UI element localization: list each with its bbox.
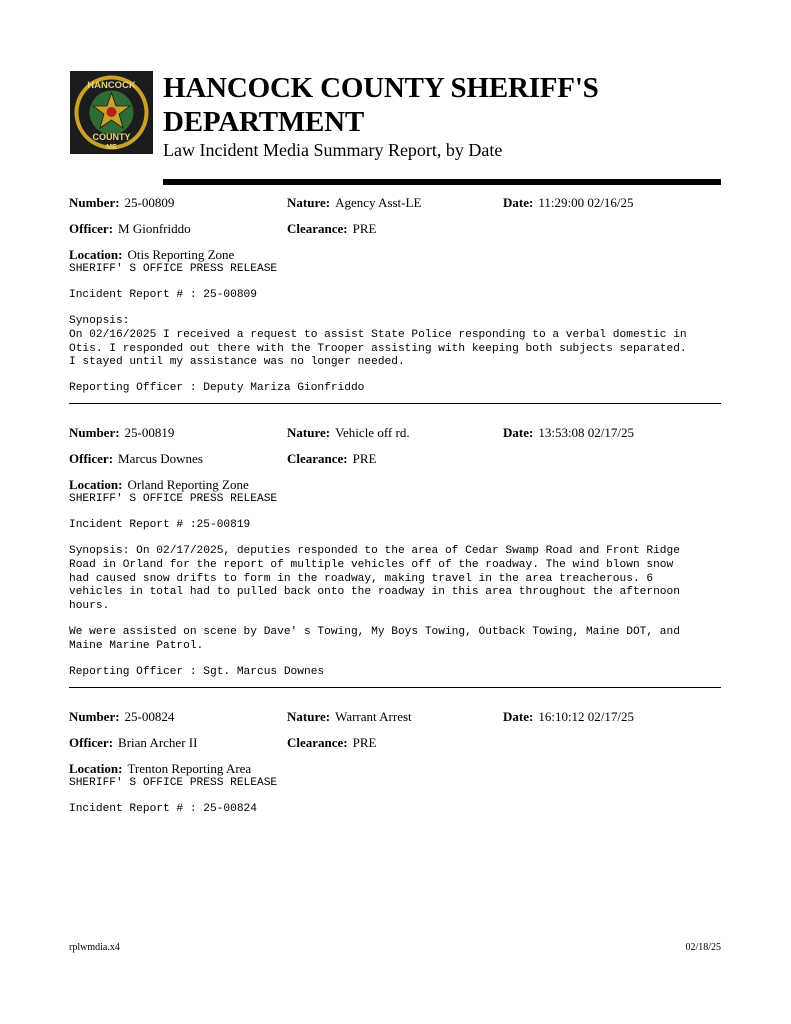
clearance-value: PRE xyxy=(352,451,377,466)
officer-value: Marcus Downes xyxy=(118,451,203,466)
date-value: 13:53:08 02/17/25 xyxy=(538,425,635,440)
officer-field xyxy=(69,451,203,467)
logo-text-state: ME xyxy=(106,144,117,151)
clearance-label: Clearance: xyxy=(287,735,348,750)
incident-report-number: Incident Report # :25-00819 xyxy=(69,519,251,531)
date-label: Date: xyxy=(503,709,534,724)
number-field xyxy=(69,709,174,725)
synopsis-text: Synopsis: On 02/16/2025 I received a request to assist State Police responding to a verbal domestic in Otis. I responded out there with the Trooper assisting with keeping both subjects separated. I stayed until my assistance was no longer needed. xyxy=(69,315,687,369)
record-separator xyxy=(69,687,721,688)
officer-field xyxy=(69,221,191,237)
location-field xyxy=(69,761,251,777)
sheriff-badge-logo xyxy=(70,71,153,154)
clearance-field xyxy=(287,735,376,751)
synopsis-text: Synopsis: On 02/17/2025, deputies responded to the area of Cedar Swamp Road and Front Ridge Road in Orland for the report of multiple vehicles off of the roadway. The wind blown snow had caused snow drifts to form in the roadway, making travel in the area treacherous. 6 vehicles in total had to pulled back onto the roadway in this area throughout the afternoon hours. xyxy=(69,545,680,613)
number-label: Number: xyxy=(69,425,120,440)
page-subtitle: Law Incident Media Summary Report, by Date xyxy=(163,140,503,160)
logo-text-top: HANCOCK xyxy=(87,80,136,91)
number-label: Number: xyxy=(69,195,120,210)
record-separator xyxy=(69,403,721,404)
footer-date: 02/18/25 xyxy=(685,942,721,953)
date-value: 16:10:12 02/17/25 xyxy=(538,709,635,724)
date-field xyxy=(503,709,634,725)
nature-label: Nature: xyxy=(287,195,331,210)
nature-value: Warrant Arrest xyxy=(335,709,412,724)
location-label: Location: xyxy=(69,477,123,492)
location-label: Location: xyxy=(69,761,123,776)
location-value: Orland Reporting Zone xyxy=(127,477,249,492)
date-label: Date: xyxy=(503,195,534,210)
press-release-heading: SHERIFF' S OFFICE PRESS RELEASE xyxy=(69,493,278,505)
location-field xyxy=(69,477,249,493)
nature-field xyxy=(287,709,412,725)
date-field xyxy=(503,425,634,441)
number-value: 25-00809 xyxy=(124,195,175,210)
clearance-field xyxy=(287,221,376,237)
page-title: HANCOCK COUNTY SHERIFF'S DEPARTMENT xyxy=(163,72,599,138)
officer-field xyxy=(69,735,197,751)
officer-value: Brian Archer II xyxy=(118,735,198,750)
incident-report-number: Incident Report # : 25-00824 xyxy=(69,803,257,815)
nature-field xyxy=(287,425,410,441)
location-field xyxy=(69,247,234,263)
number-value: 25-00819 xyxy=(124,425,175,440)
press-release-heading: SHERIFF' S OFFICE PRESS RELEASE xyxy=(69,263,278,275)
nature-label: Nature: xyxy=(287,425,331,440)
clearance-field xyxy=(287,451,376,467)
location-value: Otis Reporting Zone xyxy=(127,247,235,262)
officer-value: M Gionfriddo xyxy=(118,221,191,236)
reporting-officer: Reporting Officer : Deputy Mariza Gionfriddo xyxy=(69,382,365,394)
nature-value: Agency Asst-LE xyxy=(335,195,422,210)
number-label: Number: xyxy=(69,709,120,724)
nature-value: Vehicle off rd. xyxy=(335,425,410,440)
date-field xyxy=(503,195,634,211)
officer-label: Officer: xyxy=(69,221,114,236)
clearance-value: PRE xyxy=(352,735,377,750)
reporting-officer: Reporting Officer : Sgt. Marcus Downes xyxy=(69,666,325,678)
officer-label: Officer: xyxy=(69,451,114,466)
clearance-value: PRE xyxy=(352,221,377,236)
assistance-text: We were assisted on scene by Dave' s Towing, My Boys Towing, Outback Towing, Maine DOT, and Maine Marine Patrol. xyxy=(69,626,680,652)
date-label: Date: xyxy=(503,425,534,440)
officer-label: Officer: xyxy=(69,735,114,750)
incident-report-number: Incident Report # : 25-00809 xyxy=(69,289,257,301)
number-field xyxy=(69,425,174,441)
number-field xyxy=(69,195,174,211)
nature-field xyxy=(287,195,421,211)
clearance-label: Clearance: xyxy=(287,221,348,236)
logo-text-bottom: COUNTY xyxy=(92,132,131,142)
press-release-heading: SHERIFF' S OFFICE PRESS RELEASE xyxy=(69,777,278,789)
number-value: 25-00824 xyxy=(124,709,175,724)
footer-report-id: rplwmdia.x4 xyxy=(69,942,120,953)
date-value: 11:29:00 02/16/25 xyxy=(538,195,634,210)
nature-label: Nature: xyxy=(287,709,331,724)
header-rule xyxy=(163,179,721,185)
location-label: Location: xyxy=(69,247,123,262)
clearance-label: Clearance: xyxy=(287,451,348,466)
location-value: Trenton Reporting Area xyxy=(127,761,252,776)
